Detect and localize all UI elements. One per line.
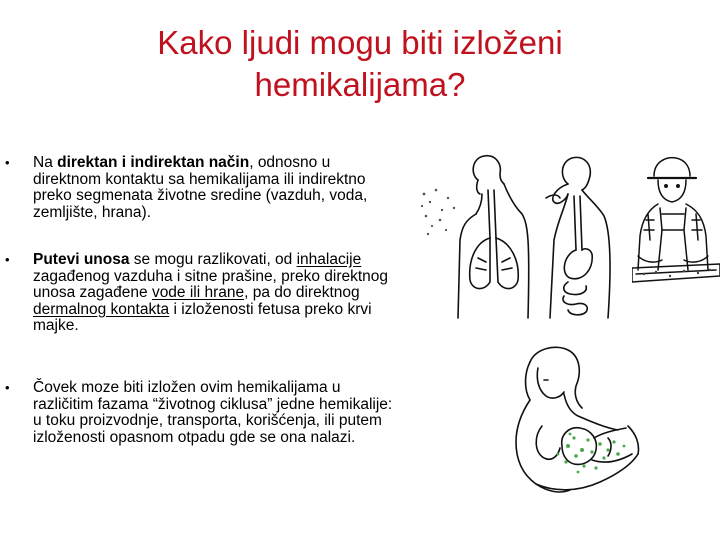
page-title: Kako ljudi mogu biti izloženi hemikalijama? [157, 24, 563, 103]
underlined-text: inhalacije [296, 251, 362, 268]
bullet-text [33, 252, 398, 335]
text-span: Na [33, 154, 58, 171]
worker-illustration [632, 150, 720, 300]
text-span: , odnosno u direktnom kontaktu sa hemikalijama ili indirektno preko segmenata životne sredine (vazduh, voda, zemljište, hrana). [33, 154, 368, 221]
text-span: i izloženosti fetusa preko krvi majke. [33, 300, 372, 334]
text-span: zagađenog vazduha i sitne prašine, preko direktnog unosa zagađene [33, 267, 389, 301]
bullet-text: Čovek moze biti izložen ovim hemikalijama u različitim fazama “životnog ciklusa” jedne hemikalije: u toku proizvodnje, transporta, korišćenja, ili putem izloženosti opasnom otpadu gde se ona nalazi. [33, 379, 393, 446]
bold-text: Putevi unosa [33, 251, 130, 268]
bullet-marker: • [5, 252, 10, 267]
text-span: , pa do direktnog [244, 284, 360, 301]
bullet-text [33, 155, 398, 221]
bullet-marker: • [5, 380, 10, 395]
body-exposure-illustration [418, 150, 624, 320]
bullet-marker: • [5, 155, 10, 170]
text-span: se mogu razlikovati, od [129, 251, 297, 268]
bold-text: direktan i indirektan način [57, 154, 250, 171]
underlined-text: vode ili hrane [151, 284, 245, 301]
underlined-text: dermalnog kontakta [33, 300, 170, 318]
mother-breastfeeding-illustration [508, 342, 648, 502]
